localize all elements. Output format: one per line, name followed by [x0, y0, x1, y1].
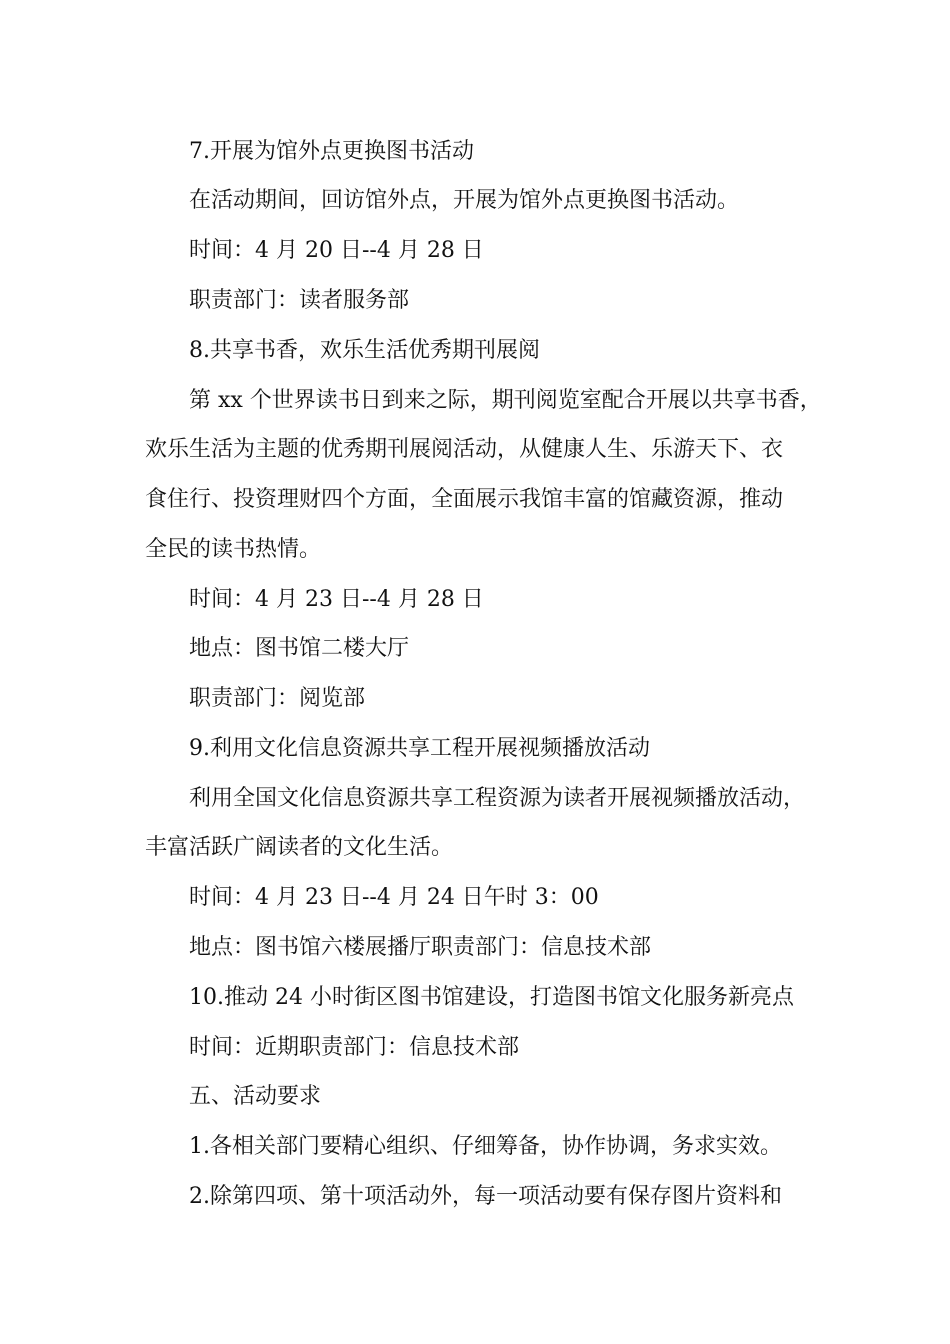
requirement-1: 1.各相关部门要精心组织、仔细筹备，协作协调，务求实效。 — [189, 1134, 782, 1159]
item-8-location: 地点：图书馆二楼大厅 — [189, 636, 410, 661]
item-7-heading: 7.开展为馆外点更换图书活动 — [189, 139, 474, 164]
item-9-location-department: 地点：图书馆六楼展播厅职责部门：信息技术部 — [189, 935, 652, 960]
item-10-heading: 10.推动 24 小时街区图书馆建设，打造图书馆文化服务新亮点 — [189, 985, 794, 1010]
item-8-department: 职责部门：阅览部 — [189, 686, 366, 711]
item-8-description-line-4: 全民的读书热情。 — [145, 537, 322, 562]
item-9-time: 时间：4 月 23 日--4 月 24 日午时 3：00 — [189, 885, 599, 910]
requirement-2: 2.除第四项、第十项活动外，每一项活动要有保存图片资料和 — [189, 1184, 782, 1209]
item-9-heading: 9.利用文化信息资源共享工程开展视频播放活动 — [189, 736, 650, 761]
item-7-department: 职责部门：读者服务部 — [189, 288, 410, 313]
item-9-description-line-1: 利用全国文化信息资源共享工程资源为读者开展视频播放活动， — [189, 786, 806, 811]
item-10-time-department: 时间：近期职责部门：信息技术部 — [189, 1035, 520, 1060]
item-7-description: 在活动期间，回访馆外点，开展为馆外点更换图书活动。 — [189, 188, 740, 213]
item-8-heading: 8.共享书香，欢乐生活优秀期刊展阅 — [189, 338, 540, 363]
item-8-description-line-1: 第 xx 个世界读书日到来之际，期刊阅览室配合开展以共享书香， — [189, 388, 822, 413]
item-8-time: 时间：4 月 23 日--4 月 28 日 — [189, 587, 484, 612]
item-8-description-line-2: 欢乐生活为主题的优秀期刊展阅活动，从健康人生、乐游天下、衣 — [145, 437, 784, 462]
item-7-time: 时间：4 月 20 日--4 月 28 日 — [189, 238, 484, 263]
item-9-description-line-2: 丰富活跃广阔读者的文化生活。 — [145, 835, 454, 860]
item-8-description-line-3: 食住行、投资理财四个方面，全面展示我馆丰富的馆藏资源，推动 — [145, 487, 784, 512]
section-5-heading: 五、活动要求 — [189, 1084, 322, 1109]
